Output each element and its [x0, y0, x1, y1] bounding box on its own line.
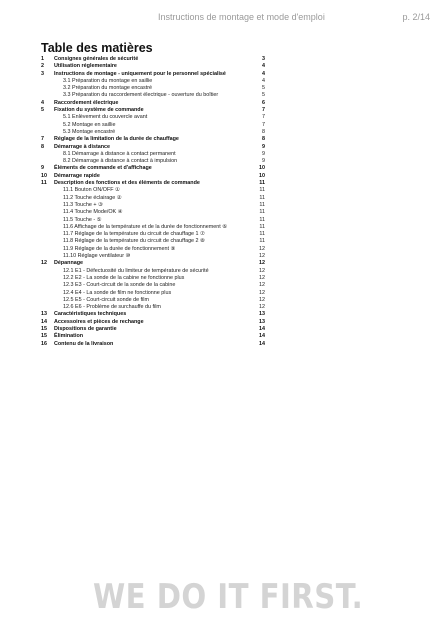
toc-entry [41, 100, 265, 107]
toc-entry-page: 4 [262, 70, 265, 77]
toc-entry-text: Contenu de la livraison [54, 340, 114, 347]
toc-subentry [41, 238, 265, 245]
toc-entry-number: 1 [41, 56, 44, 62]
toc-entry [41, 107, 265, 114]
toc-entry-page: 14 [259, 333, 265, 340]
toc-entry-page: 5 [262, 92, 265, 99]
toc-entry-page: 13 [259, 311, 265, 318]
toc-entry-text: Réglage de la limitation de la durée de chauffage [54, 136, 179, 143]
toc-entry-text: 3.3 Préparation du raccordement électrique - ouverture du boîtier [63, 92, 219, 99]
toc-entry-text: Démarrage à distance [54, 143, 111, 150]
toc-entry-text: Consignes générales de sécurité [54, 56, 139, 62]
toc-entry [41, 333, 265, 340]
toc-entry [41, 136, 265, 143]
toc-entry-text: 8.2 Démarrage à distance à contact à impulsion [63, 158, 178, 165]
toc-subentry [41, 151, 265, 158]
toc-entry-number: 3 [41, 70, 44, 77]
toc-entry-text: 12.1 E1 - Défectuosité du limiteur de température de sécurité [63, 267, 209, 274]
toc-subentry [41, 275, 265, 282]
toc-entry-text: 8.1 Démarrage à distance à contact permanent [63, 150, 176, 157]
toc-entry-number: 5 [41, 107, 44, 114]
toc-entry [41, 56, 265, 63]
toc-entry [41, 319, 265, 326]
toc-entry-text: 3.2 Préparation du montage encastré [63, 85, 153, 92]
toc-entry-page: 11 [259, 223, 265, 230]
toc-entry-text: Démarrage rapide [54, 172, 100, 179]
toc-entry-page: 14 [259, 340, 265, 347]
toc-entry [41, 165, 265, 172]
toc-entry-page: 3 [262, 56, 265, 62]
toc-entry-page: 10 [259, 172, 265, 179]
table-of-contents [41, 56, 265, 348]
toc-entry-page: 7 [262, 107, 265, 114]
toc-entry-number: 14 [41, 318, 47, 325]
toc-entry-page: 11 [259, 231, 265, 238]
toc-subentry [41, 297, 265, 304]
toc-entry-page: 14 [259, 325, 265, 332]
toc-entry [41, 260, 265, 267]
toc-subentry [41, 290, 265, 297]
toc-entry-text: Éléments de commande et d'affichage [54, 165, 152, 172]
toc-subentry [41, 85, 265, 92]
toc-subentry [41, 92, 265, 99]
toc-entry-page: 7 [262, 121, 265, 128]
toc-entry-number: 4 [41, 99, 44, 106]
toc-entry-number: 2 [41, 63, 44, 70]
toc-entry [41, 144, 265, 151]
toc-entry-text: 11.3 Touche + ③ [63, 201, 103, 208]
toc-entry-text: 3.1 Préparation du montage en saillie [63, 77, 153, 84]
toc-entry-text: Fixation du système de commande [54, 107, 144, 114]
toc-entry-text: 5.1 Enlèvement du couvercle avant [63, 114, 148, 121]
toc-entry-text: 11.5 Touche - ⑤ [63, 216, 102, 223]
toc-entry-text: 5.2 Montage en saillie [63, 121, 116, 128]
toc-entry-text: 11.4 Touche Mode/OK ④ [63, 209, 123, 216]
toc-entry [41, 341, 265, 348]
toc-entry-page: 11 [259, 209, 265, 216]
toc-entry-page: 9 [262, 143, 265, 150]
toc-subentry [41, 282, 265, 289]
toc-entry-number: 16 [41, 340, 47, 347]
toc-subentry [41, 246, 265, 253]
toc-entry-text: Dispositions de garantie [54, 325, 117, 332]
toc-entry-number: 11 [41, 180, 47, 187]
toc-subentry [41, 217, 265, 224]
toc-entry-text: 12.3 E3 - Court-circuit de la sonde de la cabine [63, 282, 176, 289]
toc-subentry [41, 202, 265, 209]
toc-entry [41, 311, 265, 318]
toc-entry-page: 12 [259, 253, 265, 260]
toc-entry-page: 12 [259, 304, 265, 311]
toc-subentry [41, 268, 265, 275]
toc-entry-page: 12 [259, 267, 265, 274]
toc-entry-text: 5.3 Montage encastré [63, 128, 116, 135]
toc-entry-page: 5 [262, 85, 265, 92]
toc-entry-page: 8 [262, 136, 265, 143]
document-title: Instructions de montage et mode d'emploi [158, 12, 325, 22]
toc-subentry [41, 253, 265, 260]
toc-entry-text: 11.8 Réglage de la température du circuit de chauffage 2 ⑧ [63, 238, 205, 245]
toc-entry-text: Instructions de montage - uniquement pour le personnel spécialisé [54, 70, 226, 77]
toc-entry-number: 10 [41, 172, 47, 179]
toc-entry-number: 15 [41, 333, 47, 340]
toc-entry [41, 173, 265, 180]
toc-entry-page: 11 [259, 201, 265, 208]
toc-entry-page: 7 [262, 114, 265, 121]
toc-subentry [41, 187, 265, 194]
toc-entry-text: 12.6 E6 - Problème de surchauffe du film [63, 304, 161, 311]
brand-slogan: WE DO IT FIRST. [93, 577, 364, 617]
toc-entry-text: 11.2 Touche éclairage ② [63, 194, 122, 201]
toc-entry-text: 12.4 E4 - La sonde de film ne fonctionne plus [63, 289, 172, 296]
toc-entry-text: Description des fonctions et des éléments de commande [54, 180, 200, 187]
toc-entry-page: 12 [259, 282, 265, 289]
toc-entry-page: 11 [259, 187, 265, 194]
toc-entry-page: 12 [259, 274, 265, 281]
toc-entry-text: 12.5 E5 - Court-circuit sonde de film [63, 296, 149, 303]
toc-entry-text: 11.6 Affichage de la température et de la durée de fonctionnement ⑥ [63, 223, 228, 230]
toc-subentry [41, 209, 265, 216]
toc-entry-page: 10 [259, 165, 265, 172]
toc-entry-page: 4 [262, 77, 265, 84]
toc-entry [41, 71, 265, 78]
toc-subentry [41, 122, 265, 129]
toc-entry-text: Dépannage [54, 260, 84, 267]
toc-entry-page: 12 [259, 296, 265, 303]
toc-entry-page: 6 [262, 99, 265, 106]
toc-subentry [41, 224, 265, 231]
toc-subentry [41, 114, 265, 121]
toc-entry-text: 11.7 Réglage de la température du circuit de chauffage 1 ⑦ [63, 231, 205, 238]
toc-entry-page: 4 [262, 63, 265, 70]
page-header [0, 12, 446, 24]
toc-entry-page: 13 [259, 318, 265, 325]
toc-entry-text: Caractéristiques techniques [54, 311, 127, 318]
toc-heading: Table des matières [41, 41, 153, 55]
toc-entry-page: 12 [259, 245, 265, 252]
toc-entry-number: 7 [41, 136, 44, 143]
toc-entry-number: 13 [41, 311, 47, 318]
toc-entry-page: 11 [259, 238, 265, 245]
toc-subentry [41, 129, 265, 136]
toc-subentry [41, 195, 265, 202]
toc-entry-number: 12 [41, 260, 47, 267]
toc-entry-page: 12 [259, 260, 265, 267]
toc-entry-text: 11.1 Bouton ON/OFF ① [63, 187, 120, 194]
toc-entry-text: 12.2 E2 - La sonde de la cabine ne fonctionne plus [63, 274, 185, 281]
toc-entry-page: 9 [262, 150, 265, 157]
toc-entry-page: 12 [259, 289, 265, 296]
toc-entry-number: 9 [41, 165, 44, 172]
toc-entry [41, 180, 265, 187]
toc-subentry [41, 231, 265, 238]
toc-entry-number: 15 [41, 325, 47, 332]
page-number: p. 2/14 [402, 12, 430, 22]
toc-entry-page: 11 [259, 194, 265, 201]
toc-entry-text: 11.10 Réglage ventilateur ⑩ [63, 253, 131, 260]
toc-entry [41, 63, 265, 70]
toc-entry-page: 8 [262, 128, 265, 135]
toc-entry-text: Élimination [54, 333, 84, 340]
toc-subentry [41, 304, 265, 311]
toc-entry-page: 9 [262, 158, 265, 165]
toc-subentry [41, 78, 265, 85]
toc-entry-text: Utilisation réglementaire [54, 63, 117, 70]
toc-entry-text: Accessoires et pièces de rechange [54, 318, 144, 325]
toc-entry-number: 8 [41, 143, 44, 150]
toc-entry-page: 11 [259, 216, 265, 223]
toc-entry-text: 11.9 Réglage de la durée de fonctionnement ⑨ [63, 245, 176, 252]
toc-entry-page: 11 [259, 180, 265, 187]
toc-entry-text: Raccordement électrique [54, 99, 119, 106]
